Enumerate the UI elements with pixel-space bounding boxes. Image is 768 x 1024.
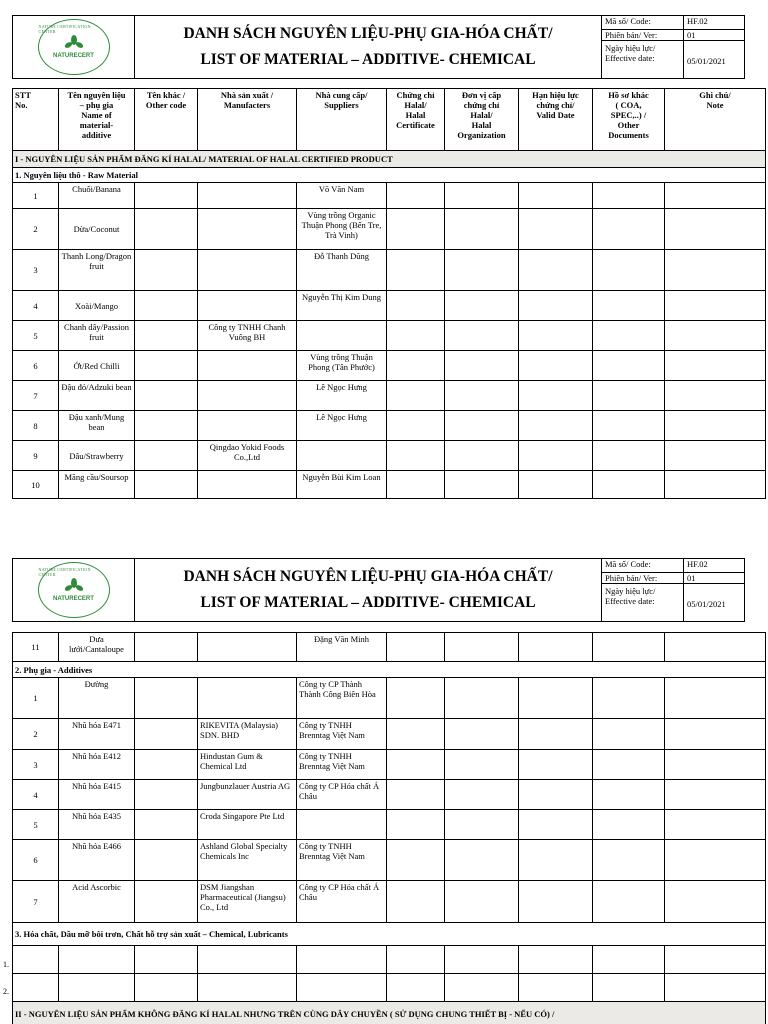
logo-cell [13,559,135,621]
manufacturer: Croda Singapore Pte Ltd [198,810,297,840]
table-row [13,719,766,750]
empty-cell [665,411,766,441]
empty-cell [593,351,665,381]
row-no: 3 [13,250,59,291]
empty-cell [135,780,198,810]
material-name: Dừa/Coconut [59,209,135,250]
table-row [13,381,766,411]
manufacturer [198,351,297,381]
material-table-page-2 [12,632,766,1024]
supplier: Lê Ngọc Hưng [297,411,387,441]
empty-cell [665,678,766,719]
col-material-name: Tên nguyên liệu – phụ gia Name of material- additive [59,89,135,151]
empty-cell [387,633,445,662]
empty-cell [519,441,593,471]
empty-cell [665,633,766,662]
table-row [13,974,766,1002]
manufacturer [198,633,297,662]
empty-cell [135,840,198,881]
empty-cell [665,183,766,209]
empty-cell [665,321,766,351]
empty-cell [665,351,766,381]
empty-cell [665,471,766,499]
group-raw-material-title: 1. Nguyên liệu thô - Raw Material [13,168,766,183]
empty-cell [665,750,766,780]
document-header-page-2 [12,558,745,622]
empty-cell [519,946,593,974]
material-name: Thanh Long/Dragon fruit [59,250,135,291]
empty-cell [519,881,593,923]
document-meta [602,16,744,78]
empty-cell [387,678,445,719]
empty-cell [13,974,59,1002]
manufacturer [198,471,297,499]
table-row [13,441,766,471]
manufacturer [198,381,297,411]
empty-cell [387,974,445,1002]
table-row [13,250,766,291]
material-name: Dâu/Strawberry [59,441,135,471]
material-name: Chanh dây/Passion fruit [59,321,135,351]
effective-date-value: 05/01/2021 [687,598,726,609]
material-name: Đường [59,678,135,719]
material-name: Xoài/Mango [59,291,135,321]
supplier: Đặng Văn Minh [297,633,387,662]
manufacturer [198,411,297,441]
empty-cell [665,946,766,974]
supplier: Võ Văn Nam [297,183,387,209]
empty-cell [593,321,665,351]
empty-cell [135,183,198,209]
empty-cell [519,183,593,209]
manufacturer: RIKEVITA (Malaysia) SDN. BHD [198,719,297,750]
logo-brand: NATURECERT [53,53,94,59]
table-header-row [13,89,766,151]
col-note: Ghi chú/ Note [665,89,766,151]
row-no: 2 [13,719,59,750]
empty-cell [519,719,593,750]
empty-cell [198,946,297,974]
empty-cell [665,381,766,411]
page-1-body [13,151,766,499]
empty-cell [665,209,766,250]
empty-cell [665,441,766,471]
col-valid-date: Hạn hiệu lực chứng chỉ/ Valid Date [519,89,593,151]
empty-cell [665,291,766,321]
empty-cell [519,321,593,351]
material-name: Acid Ascorbic [59,881,135,923]
empty-cell [59,946,135,974]
empty-cell [593,291,665,321]
row-no: 9 [13,441,59,471]
empty-cell [135,471,198,499]
supplier [297,321,387,351]
empty-cell [593,974,665,1002]
effective-date-label: Ngày hiệu lực/ Effective date: [602,41,684,78]
empty-cell [135,441,198,471]
logo-ring-text: NATURE CERTIFICATION CENTER [38,24,91,34]
row-no: 1 [13,183,59,209]
material-name: Đậu xanh/Mung bean [59,411,135,441]
empty-cell [593,678,665,719]
table-row [13,209,766,250]
code-value: HF.02 [684,559,744,573]
empty-cell [593,719,665,750]
empty-cell [135,719,198,750]
material-name: Nhũ hóa E415 [59,780,135,810]
empty-cell [593,381,665,411]
table-row [13,881,766,923]
empty-cell [135,291,198,321]
logo-cell [13,16,135,78]
code-label: Mã số/ Code: [602,559,684,573]
empty-cell [387,946,445,974]
material-name: Dưa lưới/Cantaloupe [59,633,135,662]
empty-cell [135,946,198,974]
empty-cell [593,840,665,881]
empty-cell [445,183,519,209]
row-no: 2 [13,209,59,250]
empty-cell [445,411,519,441]
naturecert-logo [38,562,110,618]
empty-cell [297,974,387,1002]
manufacturer [198,183,297,209]
table-row [13,321,766,351]
title-english: LIST OF MATERIAL – ADDITIVE- CHEMICAL [200,51,536,68]
page-2-body [13,633,766,1024]
empty-cell [519,810,593,840]
table-row [13,291,766,321]
empty-cell [665,974,766,1002]
document-header [12,15,745,79]
table-row [13,183,766,209]
chemical-row-number: 2. [3,987,9,996]
empty-cell [445,840,519,881]
empty-cell [387,183,445,209]
table-row [13,678,766,719]
supplier [297,810,387,840]
empty-cell [665,780,766,810]
empty-cell [519,678,593,719]
empty-cell [135,678,198,719]
empty-cell [387,351,445,381]
manufacturer: Công ty TNHH Chanh Vuông BH [198,321,297,351]
empty-cell [665,719,766,750]
supplier: Công ty TNHH Brenntag Việt Nam [297,750,387,780]
empty-cell [135,321,198,351]
material-name: Nhũ hóa E466 [59,840,135,881]
manufacturer [198,209,297,250]
material-name: Mãng cầu/Soursop [59,471,135,499]
empty-cell [519,471,593,499]
empty-cell [665,840,766,881]
row-no: 5 [13,321,59,351]
effective-date-label: Ngày hiệu lực/ Effective date: [602,584,684,621]
group-heading [13,662,766,678]
table-row [13,946,766,974]
empty-cell [445,291,519,321]
empty-cell [135,633,198,662]
col-stt: STT No. [13,89,59,151]
empty-cell [387,291,445,321]
empty-cell [387,780,445,810]
section-heading [13,151,766,168]
group-heading [13,923,766,946]
empty-cell [387,750,445,780]
group-chemical-title: 3. Hóa chất, Dầu mỡ bôi trơn, Chất hỗ trợ sản xuất – Chemical, Lubricants [13,923,766,946]
col-halal-certificate: Chứng chỉ Halal/ Halal Certificate [387,89,445,151]
manufacturer: Hindustan Gum & Chemical Ltd [198,750,297,780]
empty-cell [135,250,198,291]
material-name: Chuối/Banana [59,183,135,209]
title-english: LIST OF MATERIAL – ADDITIVE- CHEMICAL [200,594,536,611]
material-name: Nhũ hóa E435 [59,810,135,840]
manufacturer: DSM Jiangshan Pharmaceutical (Jiangsu) Co., Ltd [198,881,297,923]
chemical-row-number: 1. [3,960,9,969]
row-no: 6 [13,351,59,381]
empty-cell [593,810,665,840]
supplier: Vùng trồng Thuận Phong (Tân Phước) [297,351,387,381]
table-row [13,351,766,381]
empty-cell [445,678,519,719]
supplier: Công ty CP Thành Thành Công Biên Hòa [297,678,387,719]
effective-date-value: 05/01/2021 [687,55,726,66]
supplier: Nguyễn Thị Kim Dung [297,291,387,321]
row-no: 6 [13,840,59,881]
supplier: Công ty CP Hóa chất Á Châu [297,780,387,810]
empty-cell [445,209,519,250]
empty-cell [445,810,519,840]
empty-cell [519,250,593,291]
material-name: Đậu đỏ/Adzuki bean [59,381,135,411]
empty-cell [445,974,519,1002]
empty-cell [665,881,766,923]
empty-cell [593,183,665,209]
empty-cell [519,209,593,250]
material-table-page-1 [12,88,766,499]
empty-cell [59,974,135,1002]
manufacturer: Qingdao Yokid Foods Co.,Ltd [198,441,297,471]
empty-cell [135,209,198,250]
title-vietnamese: DANH SÁCH NGUYÊN LIỆU-PHỤ GIA-HÓA CHẤT/ [183,568,553,585]
empty-cell [445,441,519,471]
empty-cell [387,381,445,411]
document-meta [602,559,744,621]
material-name: Ớt/Red Chilli [59,351,135,381]
supplier [297,441,387,471]
row-no: 7 [13,881,59,923]
empty-cell [519,974,593,1002]
group-heading [13,168,766,183]
row-no: 4 [13,780,59,810]
empty-cell [445,633,519,662]
logo-ring-text: NATURE CERTIFICATION CENTER [38,567,91,577]
version-value: 01 [684,573,744,584]
empty-cell [387,840,445,881]
empty-cell [13,946,59,974]
empty-cell [445,471,519,499]
empty-cell [665,810,766,840]
row-no: 10 [13,471,59,499]
empty-cell [387,441,445,471]
material-name: Nhũ hóa E412 [59,750,135,780]
title-cell [135,16,602,78]
section-2-title: II - NGUYÊN LIỆU SẢN PHẨM KHÔNG ĐĂNG KÍ HALAL NHƯNG TRÊN CÙNG DÂY CHUYỀN ( SỬ DỤNG CHUNG THIẾT BỊ - NẾU CÓ) / [13,1002,766,1024]
empty-cell [445,881,519,923]
empty-cell [519,291,593,321]
version-label: Phiên bản/ Ver: [602,30,684,41]
empty-cell [519,633,593,662]
empty-cell [445,250,519,291]
row-no: 8 [13,411,59,441]
section-1-title: I - NGUYÊN LIỆU SẢN PHẨM ĐĂNG KÍ HALAL/ MATERIAL OF HALAL CERTIFIED PRODUCT [13,151,766,168]
empty-cell [445,946,519,974]
empty-cell [387,209,445,250]
supplier: Nguyễn Bùi Kim Loan [297,471,387,499]
col-manufacturer: Nhà sản xuất / Manufacters [198,89,297,151]
col-other-documents: Hồ sơ khác ( COA, SPEC,..) / Other Documents [593,89,665,151]
empty-cell [135,881,198,923]
empty-cell [387,321,445,351]
empty-cell [387,810,445,840]
empty-cell [593,780,665,810]
title-cell [135,559,602,621]
empty-cell [135,351,198,381]
supplier: Công ty TNHH Brenntag Việt Nam [297,719,387,750]
manufacturer: Jungbunzlauer Austria AG [198,780,297,810]
supplier: Đỗ Thanh Dũng [297,250,387,291]
table-row [13,471,766,499]
version-label: Phiên bản/ Ver: [602,573,684,584]
col-halal-organization: Đơn vị cấp chứng chỉ Halal/ Halal Organization [445,89,519,151]
table-row [13,411,766,441]
empty-cell [519,780,593,810]
empty-cell [665,250,766,291]
col-other-code: Tên khác / Other code [135,89,198,151]
manufacturer: Ashland Global Specialty Chemicals Inc [198,840,297,881]
empty-cell [519,840,593,881]
empty-cell [445,719,519,750]
section-heading [13,1002,766,1024]
naturecert-logo [38,19,110,75]
empty-cell [135,381,198,411]
supplier: Công ty TNHH Brenntag Việt Nam [297,840,387,881]
table-row [13,810,766,840]
supplier: Vùng trồng Organic Thuận Phong (Bến Tre, Trà Vinh) [297,209,387,250]
empty-cell [445,750,519,780]
empty-cell [387,881,445,923]
empty-cell [593,471,665,499]
empty-cell [387,411,445,441]
title-vietnamese: DANH SÁCH NGUYÊN LIỆU-PHỤ GIA-HÓA CHẤT/ [183,25,553,42]
empty-cell [593,633,665,662]
manufacturer [198,678,297,719]
table-row [13,780,766,810]
empty-cell [593,946,665,974]
col-supplier: Nhà cung cấp/ Suppliers [297,89,387,151]
row-no: 11 [13,633,59,662]
empty-cell [519,351,593,381]
empty-cell [445,351,519,381]
supplier: Công ty CP Hóa chất Á Châu [297,881,387,923]
manufacturer [198,291,297,321]
empty-cell [445,381,519,411]
code-value: HF.02 [684,16,744,30]
empty-cell [297,946,387,974]
row-no: 5 [13,810,59,840]
empty-cell [445,321,519,351]
leaf-icon [64,578,84,594]
empty-cell [135,750,198,780]
empty-cell [593,209,665,250]
empty-cell [387,719,445,750]
empty-cell [387,250,445,291]
table-row [13,750,766,780]
empty-cell [519,381,593,411]
row-no: 3 [13,750,59,780]
empty-cell [135,810,198,840]
row-no: 7 [13,381,59,411]
manufacturer [198,250,297,291]
empty-cell [135,974,198,1002]
code-label: Mã số/ Code: [602,16,684,30]
empty-cell [198,974,297,1002]
row-no: 1 [13,678,59,719]
empty-cell [445,780,519,810]
leaf-icon [64,35,84,51]
row-no: 4 [13,291,59,321]
group-additives-title: 2. Phụ gia - Additives [13,662,766,678]
empty-cell [593,411,665,441]
version-value: 01 [684,30,744,41]
empty-cell [593,441,665,471]
table-row [13,840,766,881]
empty-cell [135,411,198,441]
material-name: Nhũ hóa E471 [59,719,135,750]
empty-cell [593,750,665,780]
empty-cell [593,250,665,291]
empty-cell [387,471,445,499]
empty-cell [519,750,593,780]
empty-cell [519,411,593,441]
supplier: Lê Ngọc Hưng [297,381,387,411]
table-row [13,633,766,662]
logo-brand: NATURECERT [53,596,94,602]
empty-cell [593,881,665,923]
